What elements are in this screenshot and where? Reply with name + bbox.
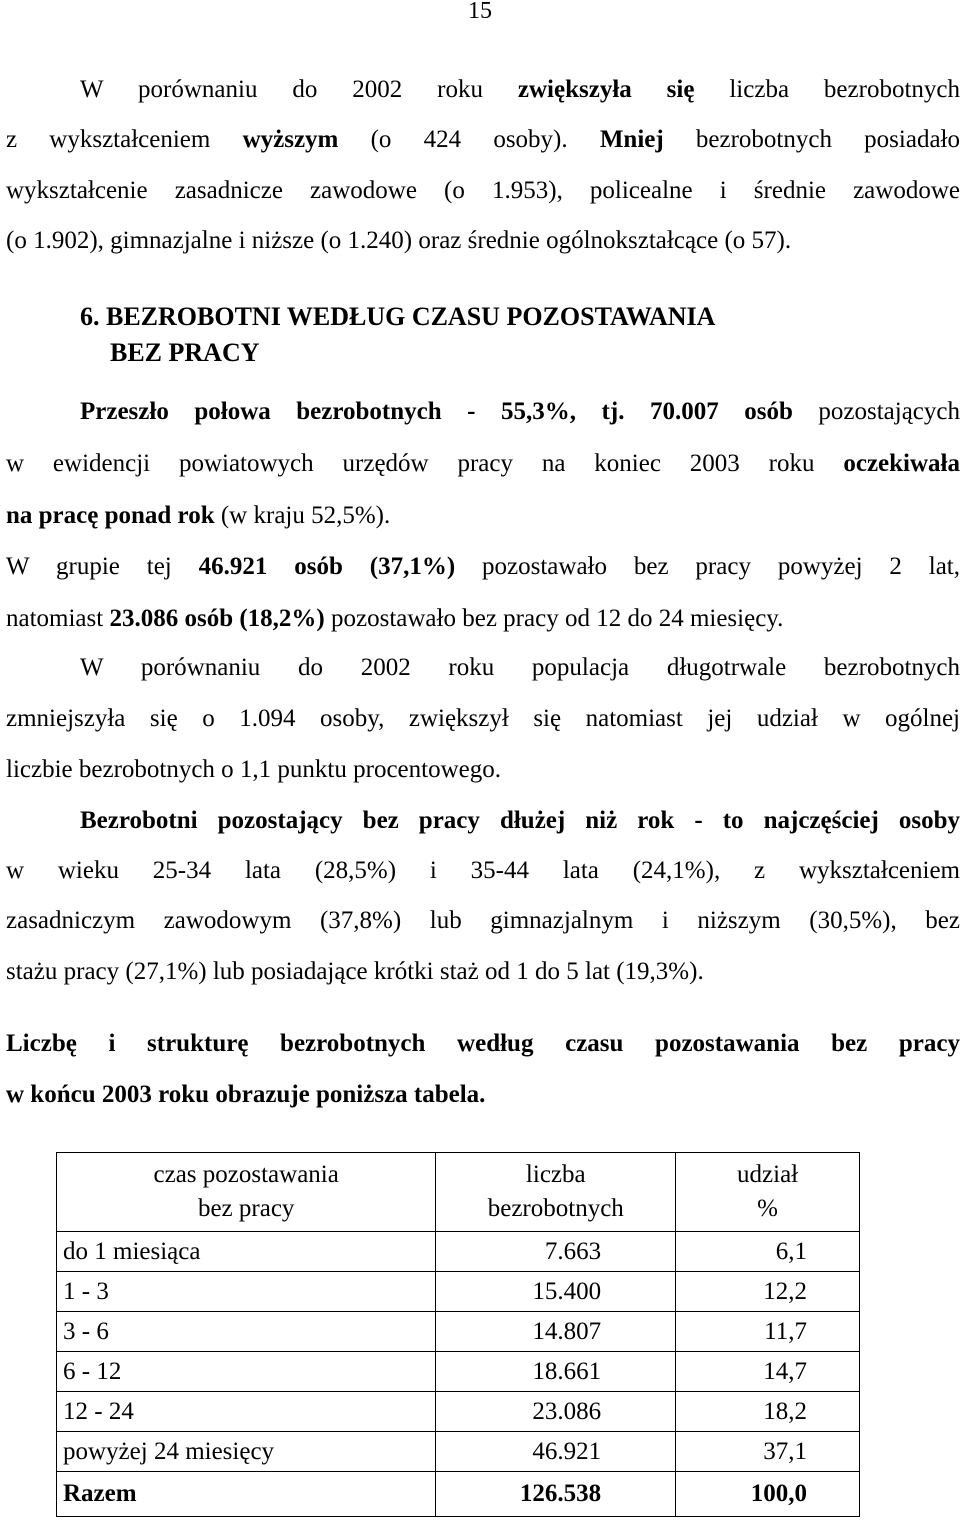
section-heading-line1: 6. BEZROBOTNI WEDŁUG CZASU POZOSTAWANIA <box>80 302 716 331</box>
table-cell-share: 18,2 <box>676 1392 860 1432</box>
para3-line1: W grupie tej 46.921 osób (37,1%) pozostawało bez pracy powyżej 2 lat, <box>6 553 960 580</box>
para4-line1: W porównaniu do 2002 roku populacja długotrwale bezrobotnych <box>80 654 960 681</box>
table-cell-period: do 1 miesiąca <box>57 1232 436 1272</box>
para4-line3: liczbie bezrobotnych o 1,1 punktu procentowego. <box>6 756 501 783</box>
table-header-count: liczba bezrobotnych <box>436 1153 676 1232</box>
para6-line2: w końcu 2003 roku obrazuje poniższa tabela. <box>6 1081 486 1108</box>
table-cell-count: 18.661 <box>436 1352 676 1392</box>
table-row <box>57 1352 860 1392</box>
table-cell-period: 1 - 3 <box>57 1272 436 1312</box>
page-number: 15 <box>468 0 492 24</box>
table-cell-share: 11,7 <box>676 1312 860 1352</box>
para1-line4: (o 1.902), gimnazjalne i niższe (o 1.240) oraz średnie ogólnokształcące (o 57). <box>6 227 792 254</box>
para5-line2: w wieku 25-34 lata (28,5%) i 35-44 lata (24,1%), z wykształceniem <box>6 857 960 884</box>
table-cell-period: 6 - 12 <box>57 1352 436 1392</box>
table-row <box>57 1432 860 1472</box>
para1-line3: wykształcenie zasadnicze zawodowe (o 1.953), policealne i średnie zawodowe <box>6 177 960 204</box>
para2-line1: Przeszło połowa bezrobotnych - 55,3%, tj. 70.007 osób pozostających <box>80 398 960 425</box>
table-cell-share: 12,2 <box>676 1272 860 1312</box>
table-cell-count: 23.086 <box>436 1392 676 1432</box>
para2-line2: w ewidencji powiatowych urzędów pracy na koniec 2003 roku oczekiwała <box>6 450 960 477</box>
table-total-count: 126.538 <box>436 1472 676 1517</box>
table-cell-count: 14.807 <box>436 1312 676 1352</box>
table-row <box>57 1272 860 1312</box>
para1-line1: W porównaniu do 2002 roku zwiększyła się liczba bezrobotnych <box>80 76 960 103</box>
section-heading-line2: BEZ PRACY <box>110 338 260 367</box>
table-cell-count: 7.663 <box>436 1232 676 1272</box>
table-total-row <box>57 1472 860 1517</box>
table-row <box>57 1312 860 1352</box>
table-cell-share: 14,7 <box>676 1352 860 1392</box>
table-cell-period: powyżej 24 miesięcy <box>57 1432 436 1472</box>
table-cell-period: 3 - 6 <box>57 1312 436 1352</box>
table-header-row <box>57 1153 860 1232</box>
table-cell-count: 15.400 <box>436 1272 676 1312</box>
para2-line3: na pracę ponad rok (w kraju 52,5%). <box>6 502 391 529</box>
table-header-share: udział % <box>676 1153 860 1232</box>
table-cell-period: 12 - 24 <box>57 1392 436 1432</box>
table-header-period: czas pozostawania bez pracy <box>57 1153 436 1232</box>
table-row <box>57 1392 860 1432</box>
table-row <box>57 1232 860 1272</box>
para1-line2: z wykształceniem wyższym (o 424 osoby). Mniej bezrobotnych posiadało <box>6 126 960 153</box>
para5-line3: zasadniczym zawodowym (37,8%) lub gimnazjalnym i niższym (30,5%), bez <box>6 907 960 934</box>
para6-line1: Liczbę i strukturę bezrobotnych według czasu pozostawania bez pracy <box>6 1030 960 1057</box>
para3-line2: natomiast 23.086 osób (18,2%) pozostawało bez pracy od 12 do 24 miesięcy. <box>6 605 784 632</box>
table-total-share: 100,0 <box>676 1472 860 1517</box>
table-cell-count: 46.921 <box>436 1432 676 1472</box>
para4-line2: zmniejszyła się o 1.094 osoby, zwiększył się natomiast jej udział w ogólnej <box>6 705 960 732</box>
unemployment-duration-table <box>56 1152 860 1517</box>
para5-line1: Bezrobotni pozostający bez pracy dłużej niż rok - to najczęściej osoby <box>80 807 960 834</box>
table-cell-share: 6,1 <box>676 1232 860 1272</box>
para5-line4: stażu pracy (27,1%) lub posiadające krótki staż od 1 do 5 lat (19,3%). <box>6 958 704 985</box>
table-cell-share: 37,1 <box>676 1432 860 1472</box>
table-total-label: Razem <box>57 1472 436 1517</box>
